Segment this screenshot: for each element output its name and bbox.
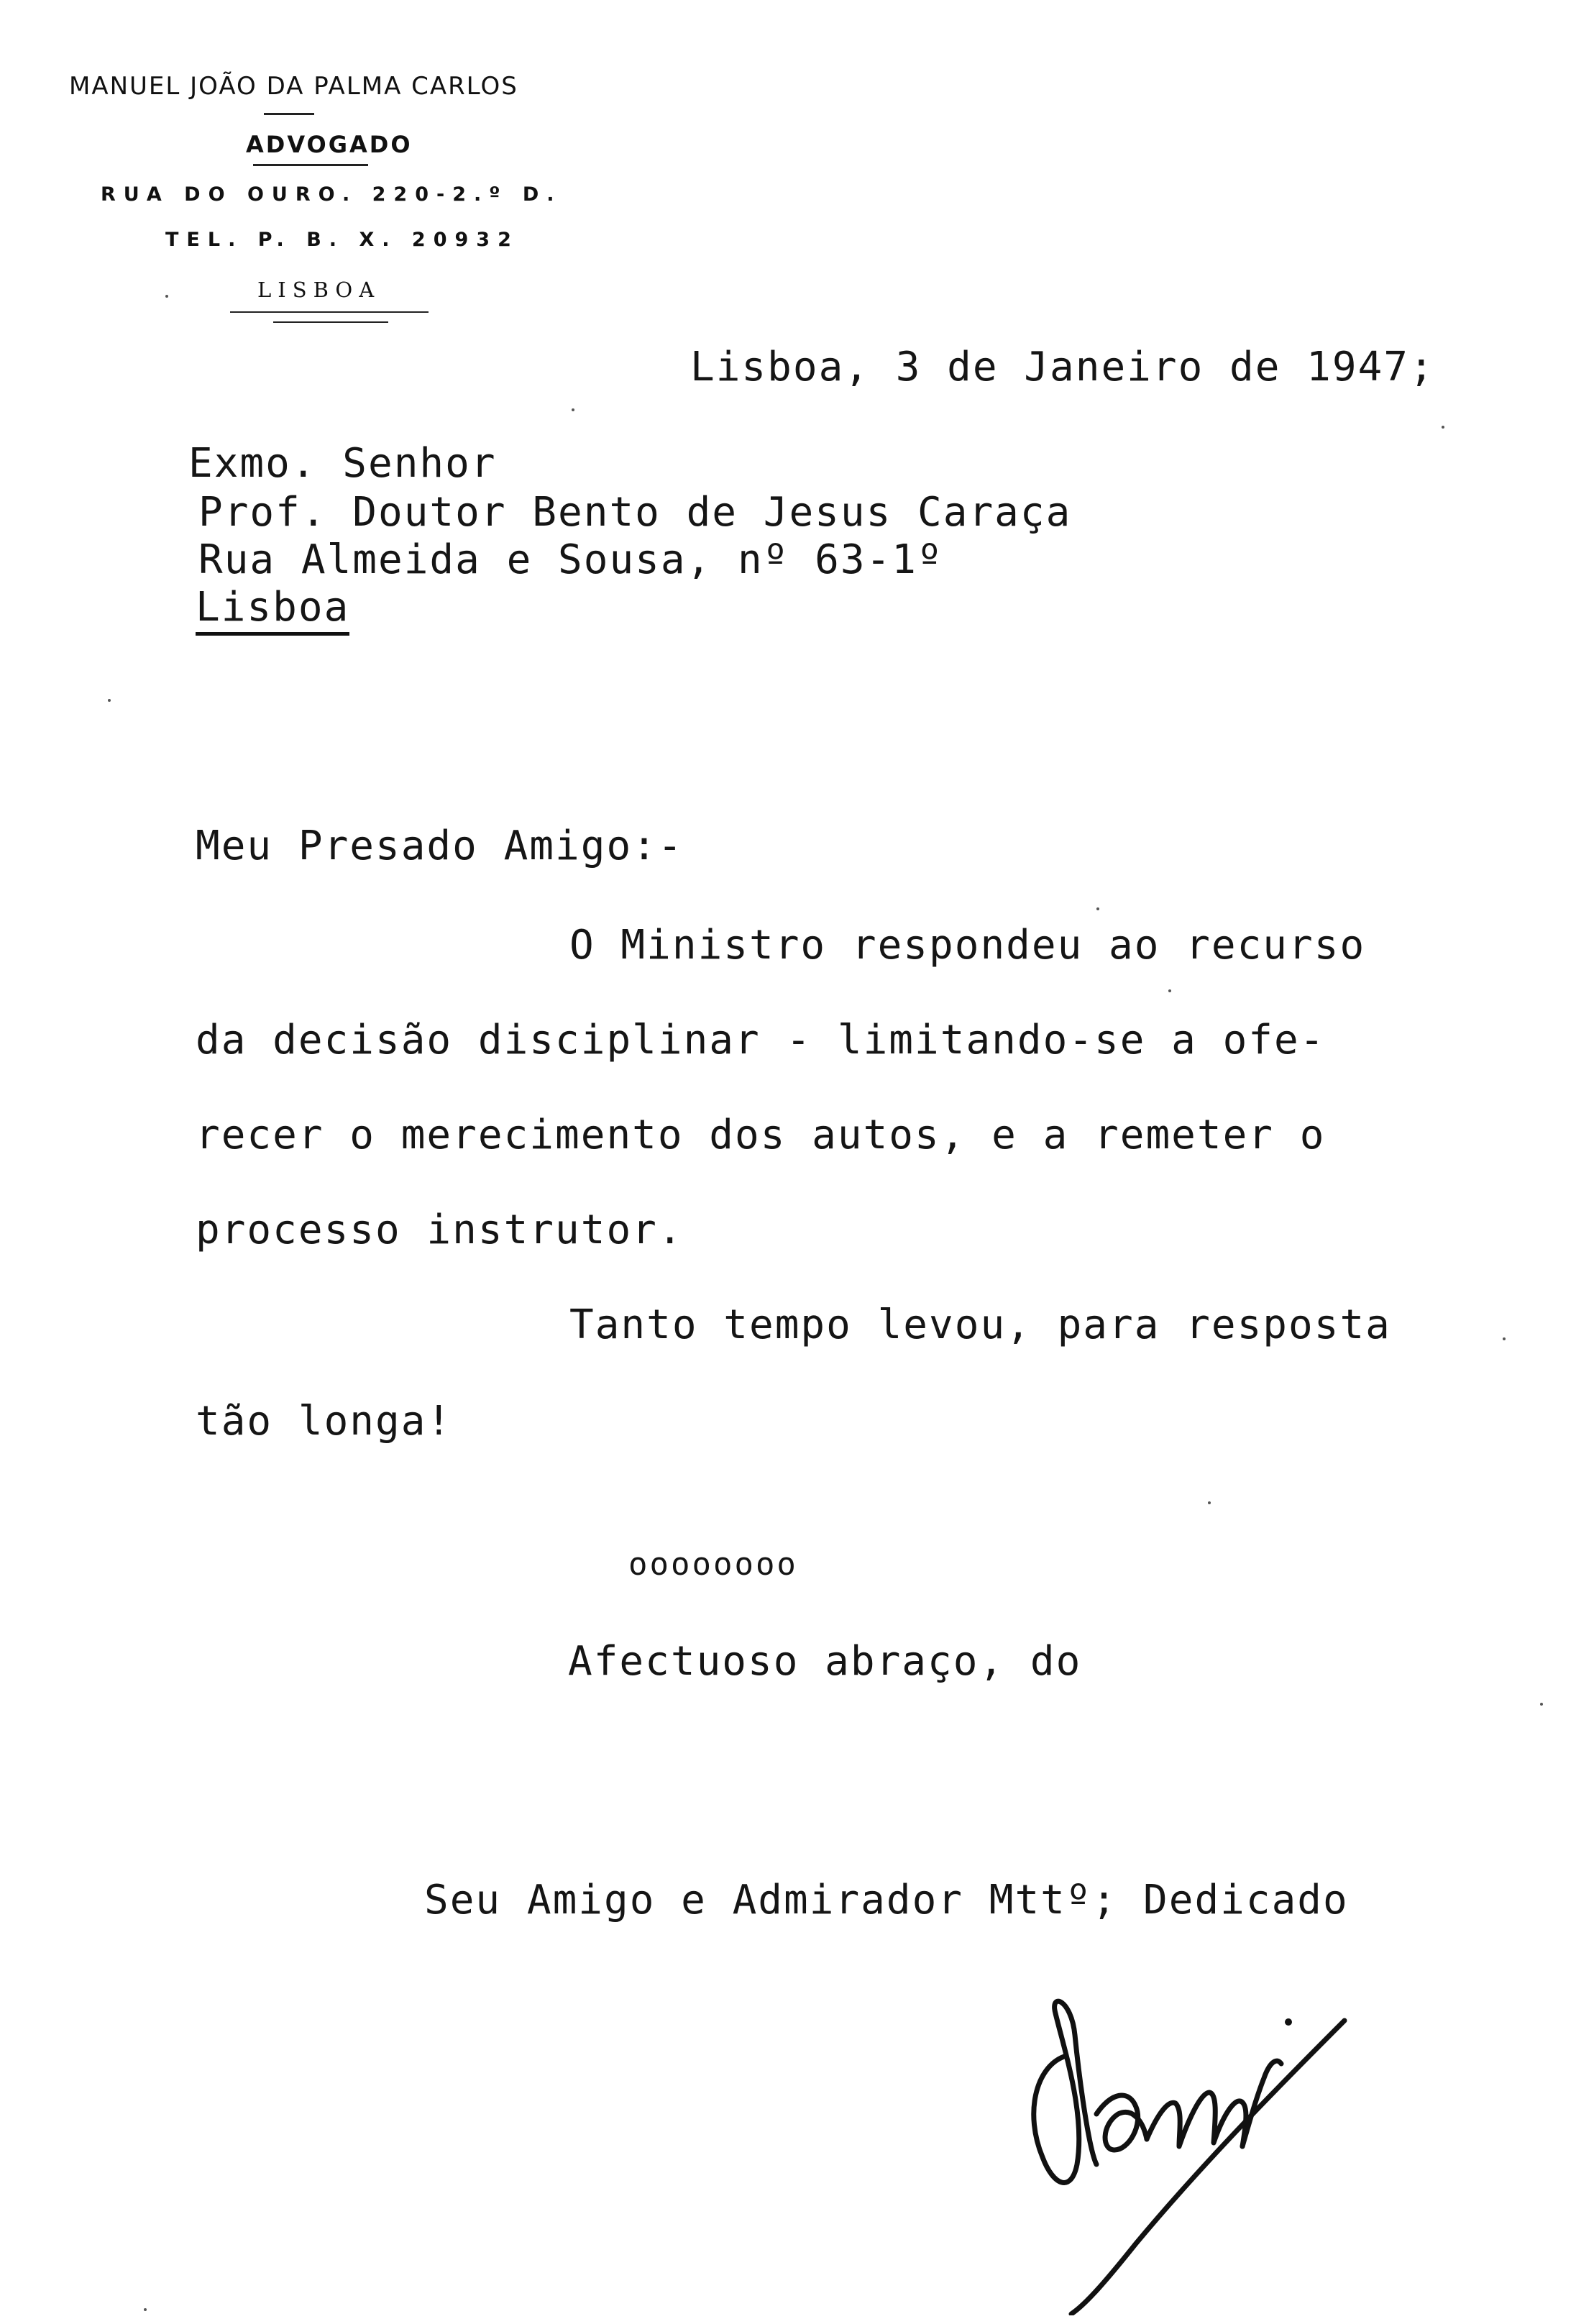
greeting: Meu Presado Amigo:- — [196, 823, 684, 869]
letterhead-telephone: TEL. P. B. X. 20932 — [165, 229, 519, 251]
signature-stroke — [1071, 2021, 1344, 2314]
closing: Afectuoso abraço, do — [568, 1638, 1082, 1685]
body-line: O Ministro respondeu ao recurso — [569, 922, 1366, 969]
letterhead-name — [69, 72, 518, 101]
recipient-salutation: Exmo. Senhor — [188, 440, 497, 487]
letterhead-city: LISBOA — [257, 278, 381, 302]
scan-speck — [1540, 1703, 1543, 1706]
signature-stroke — [1034, 2001, 1096, 2182]
letterhead-title: ADVOGADO — [246, 131, 413, 158]
body-line: recer o merecimento dos autos, e a remeter o — [196, 1112, 1326, 1158]
recipient-city: Lisboa — [196, 584, 349, 636]
scan-speck — [1096, 907, 1099, 910]
scan-speck — [1208, 1501, 1211, 1504]
letterhead-address: RUA DO OURO. 220-2.º D. — [101, 183, 562, 206]
scan-speck — [572, 408, 574, 411]
scan-speck — [1168, 989, 1171, 992]
scan-speck — [1503, 1337, 1506, 1340]
scan-speck — [1442, 426, 1444, 429]
scan-speck — [108, 699, 111, 702]
letterhead-divider — [253, 164, 368, 166]
scan-speck — [165, 295, 168, 298]
recipient-street: Rua Almeida e Sousa, nº 63-1º — [198, 536, 943, 583]
signature-stroke — [1096, 2095, 1147, 2150]
body-line: da decisão disciplinar - limitando-se a ofe- — [196, 1017, 1326, 1063]
handwritten-signature — [1021, 1970, 1366, 2315]
letterhead-name-last: PALMA CARLOS — [304, 72, 518, 101]
letterhead-divider-long — [230, 311, 429, 313]
date-line: Lisboa, 3 de Janeiro de 1947; — [690, 344, 1435, 390]
body-line: tão longa! — [196, 1398, 453, 1445]
sign-off: Seu Amigo e Admirador Mttº; Dedicado — [424, 1877, 1349, 1923]
letterhead-name-da: DA — [266, 72, 305, 101]
letterhead-divider-short — [273, 321, 388, 323]
body-line: Tanto tempo levou, para resposta — [569, 1301, 1391, 1348]
scan-speck — [144, 2308, 147, 2311]
letterhead-name-first: MANUEL JOÃO — [69, 72, 267, 101]
body-line: processo instrutor. — [196, 1207, 684, 1253]
separator: oooooooo — [628, 1546, 798, 1583]
recipient-name: Prof. Doutor Bento de Jesus Caraça — [198, 489, 1072, 536]
signature-dot — [1285, 2018, 1292, 2026]
